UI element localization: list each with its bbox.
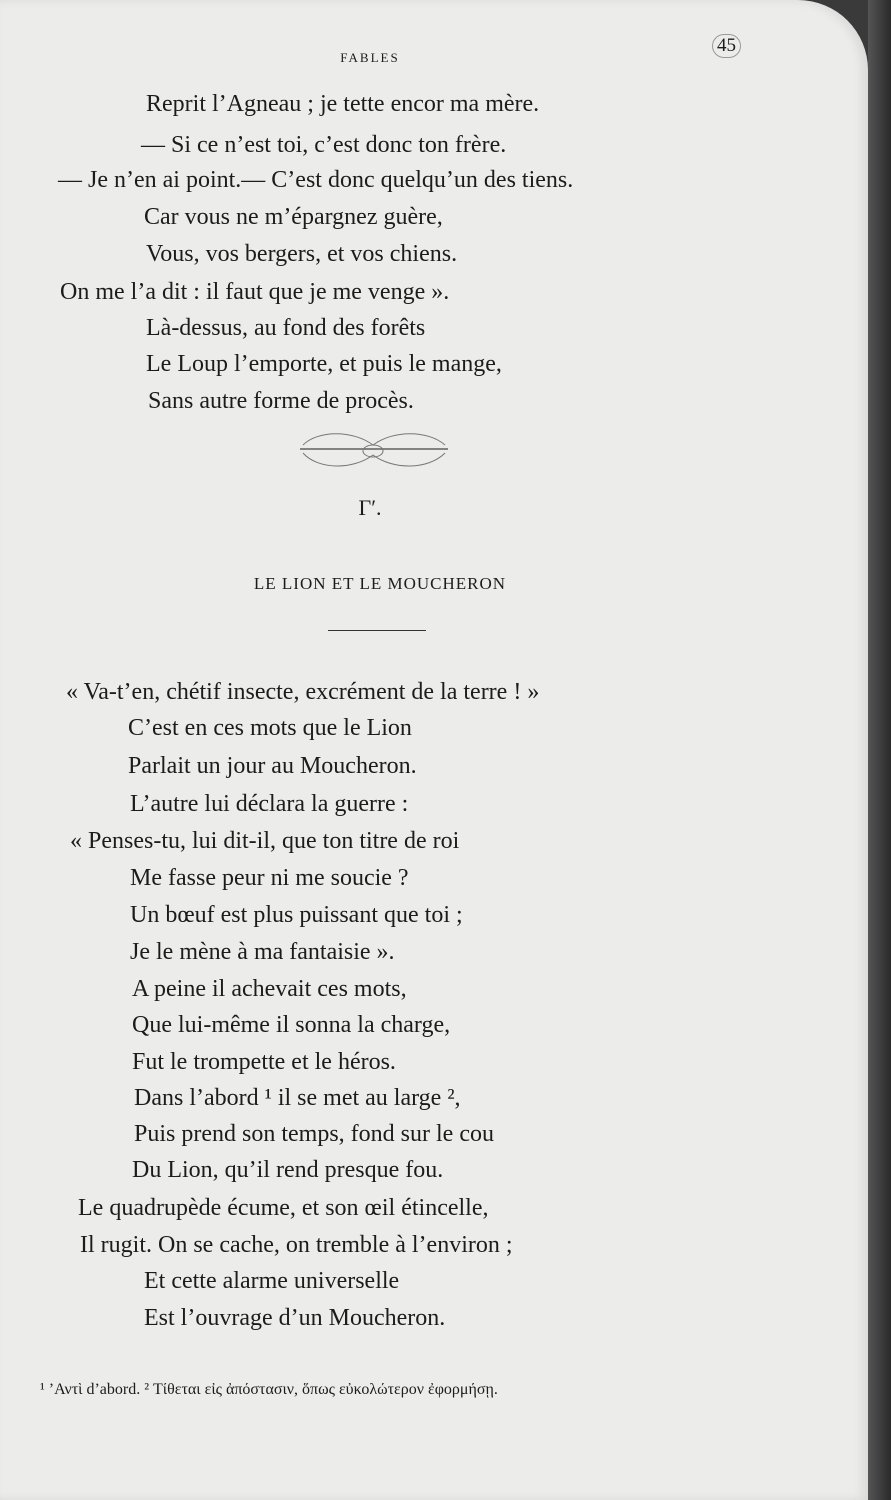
verse-line: Sans autre forme de procès.	[148, 388, 414, 414]
verse-line: Reprit l’Agneau ; je tette encor ma mère.	[146, 91, 540, 117]
verse-line: Là-dessus, au fond des forêts	[146, 315, 426, 341]
verse-line: — Si ce n’est toi, c’est donc ton frère.	[141, 132, 507, 158]
verse-line: Du Lion, qu’il rend presque fou.	[132, 1157, 444, 1183]
verse-line: Que lui-même il sonna la charge,	[132, 1012, 451, 1038]
verse-line: Me fasse peur ni me soucie ?	[130, 865, 409, 891]
ornament-divider	[298, 425, 450, 477]
verse-line: Un bœuf est plus puissant que toi ;	[130, 902, 463, 928]
verse-line: Le quadrupède écume, et son œil étincelle,	[78, 1195, 489, 1221]
verse-line: Puis prend son temps, fond sur le cou	[134, 1121, 494, 1147]
verse-line: Et cette alarme universelle	[144, 1268, 400, 1294]
footnote: ¹ ’Αντὶ d’abord. ² Τίθεται εἰς ἀπόστασιν, ὅπως εὐκολώτερον ἐφορμήσῃ.	[40, 1381, 498, 1398]
verse-line: « Penses-tu, lui dit-il, que ton titre de roi	[70, 828, 460, 854]
title-rule	[328, 630, 426, 631]
verse-line: Il rugit. On se cache, on tremble à l’environ ;	[80, 1232, 513, 1258]
page-number: 45	[712, 34, 741, 58]
verse-line: Est l’ouvrage d’un Moucheron.	[144, 1305, 446, 1331]
verse-line: A peine il achevait ces mots,	[132, 976, 407, 1002]
verse-line: « Va-t’en, chétif insecte, excrément de la terre ! »	[66, 679, 540, 705]
book-spine-edge	[868, 0, 891, 1500]
verse-line: Dans l’abord ¹ il se met au large ²,	[134, 1085, 461, 1111]
verse-line: Parlait un jour au Moucheron.	[128, 753, 417, 779]
verse-line: Fut le trompette et le héros.	[132, 1049, 396, 1075]
verse-line: C’est en ces mots que le Lion	[128, 715, 412, 741]
fable-number: Γ′.	[358, 495, 382, 520]
verse-line: Car vous ne m’épargnez guère,	[144, 204, 443, 230]
verse-line: Je le mène à ma fantaisie ».	[130, 939, 395, 965]
verse-line: On me l’a dit : il faut que je me venge ».	[60, 279, 450, 305]
verse-line: Vous, vos bergers, et vos chiens.	[146, 241, 458, 267]
fable-title: LE LION ET LE MOUCHERON	[253, 574, 507, 593]
verse-line: — Je n’en ai point.— C’est donc quelqu’un des tiens.	[58, 167, 574, 193]
verse-line: L’autre lui déclara la guerre :	[130, 791, 409, 817]
running-head: FABLES	[340, 50, 400, 65]
verse-line: Le Loup l’emporte, et puis le mange,	[146, 351, 502, 377]
